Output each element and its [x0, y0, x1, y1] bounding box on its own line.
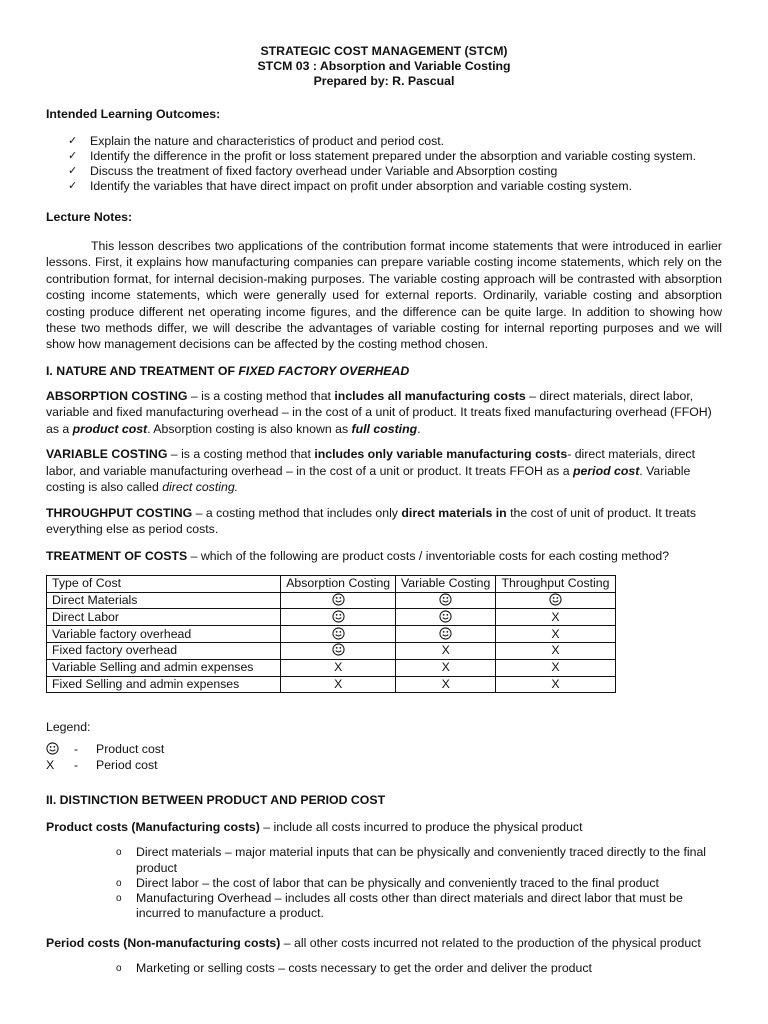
period-cost-mark: X — [396, 676, 495, 693]
smiley-icon — [396, 609, 495, 626]
product-costs-definition: Product costs (Manufacturing costs) – include all costs incurred to produce the physical product — [46, 820, 583, 835]
cost-treatment-table — [46, 575, 616, 694]
legend-product-label: Product cost — [96, 742, 165, 757]
period-cost-mark: X — [495, 643, 615, 660]
legend-product-row: - Product cost — [46, 742, 722, 758]
outcome-item: ✓ Discuss the treatment of fixed factory overhead under Variable and Absorption costing — [68, 164, 558, 178]
cost-type-cell: Variable Selling and admin expenses — [47, 659, 281, 676]
title-line-1: STRATEGIC COST MANAGEMENT (STCM) — [260, 44, 508, 58]
bullet-icon: o — [116, 893, 122, 905]
smiley-icon — [396, 626, 495, 643]
period-cost-mark: X — [280, 676, 396, 693]
column-header: Throughput Costing — [495, 575, 615, 592]
throughput-costing-definition: THROUGHPUT COSTING – a costing method that includes only direct materials in the cost of unit of product. It treats everything else as period costs. — [46, 505, 696, 537]
title-line-3: Prepared by: R. Pascual — [313, 74, 455, 88]
checkmark-icon: ✓ — [68, 165, 78, 177]
period-costs-list — [46, 961, 722, 976]
outcomes-heading: Intended Learning Outcomes: — [46, 107, 221, 121]
cost-type-cell: Fixed Selling and admin expenses — [47, 676, 281, 693]
column-header: Type of Cost — [47, 575, 281, 592]
document-title — [46, 0, 722, 89]
table-row — [47, 659, 616, 676]
list-item: o Marketing or selling costs – costs necessary to get the order and deliver the product — [116, 961, 592, 976]
legend-period-symbol: X — [46, 757, 55, 772]
list-item: o Direct labor – the cost of labor that can be physically and conveniently traced to the final product — [116, 875, 659, 890]
title-line-2: STCM 03 : Absorption and Variable Costing — [257, 59, 511, 73]
cost-type-cell: Direct Labor — [47, 609, 281, 626]
table-header-row — [47, 575, 616, 592]
outcomes-list — [46, 134, 722, 194]
table-row — [47, 609, 616, 626]
period-cost-mark: X — [495, 626, 615, 643]
cost-type-cell: Variable factory overhead — [47, 626, 281, 643]
table-row — [47, 676, 616, 693]
period-cost-mark: X — [495, 676, 615, 693]
absorption-costing-definition: ABSORPTION COSTING – is a costing method that includes all manufacturing costs – direct materials, direct labor, variable and fixed manufacturing overhead – in the cost of a unit of product. It treats fixed manufacturing overhead (FFOH) as a product cost. Absorption costing is also known as full costing. — [46, 388, 712, 436]
product-costs-list — [46, 845, 722, 921]
column-header: Absorption Costing — [280, 575, 396, 592]
smiley-icon — [46, 742, 74, 758]
legend-period-label: Period cost — [96, 757, 158, 772]
period-cost-mark: X — [280, 659, 396, 676]
bullet-icon: o — [116, 847, 122, 859]
period-cost-mark: X — [396, 659, 495, 676]
legend-period-row: X - Period cost — [46, 757, 158, 772]
checkmark-icon: ✓ — [68, 150, 78, 162]
lecture-heading: Lecture Notes: — [46, 210, 133, 224]
list-item: o Direct materials – major material inputs that can be physically and conveniently traced directly to the final product — [116, 845, 707, 875]
section-2-heading: II. DISTINCTION BETWEEN PRODUCT AND PERIOD COST — [46, 793, 386, 808]
smiley-icon — [280, 592, 396, 609]
period-cost-mark: X — [396, 643, 495, 660]
outcome-item: ✓ Explain the nature and characteristics of product and period cost. — [68, 134, 445, 148]
treatment-of-costs-question: TREATMENT OF COSTS – which of the following are product costs / inventoriable costs for each costing method? — [46, 548, 670, 563]
bullet-icon: o — [116, 963, 122, 975]
outcome-item: ✓ Identify the difference in the profit or loss statement prepared under the absorption and variable costing system. — [68, 149, 697, 163]
lecture-paragraph: This lesson describes two applications of the contribution format income statements that were introduced in earlier lessons. First, it explains how manufacturing companies can prepare variable costing income statements, which rely on the contribution format, for internal decision-making purposes. The variable costing approach will be contrasted with absorption costing income statements, which were generally used for external reports. Ordinarily, variable costing and absorption costing produce different net operating income figures, and the difference can be quite large. In addition to showing how these two methods differ, we will describe the advantages of variable costing for internal reporting purposes and we will show how management decisions can be affected by the costing method chosen. — [46, 239, 722, 352]
smiley-icon — [280, 643, 396, 660]
bullet-icon: o — [116, 877, 122, 889]
smiley-icon — [396, 592, 495, 609]
smiley-icon — [280, 609, 396, 626]
list-item: o Manufacturing Overhead – includes all costs other than direct materials and direct labor that must be incurred to manufacture a product. — [116, 891, 683, 921]
cost-type-cell: Fixed factory overhead — [47, 643, 281, 660]
table-row — [47, 643, 616, 660]
table-row — [47, 626, 616, 643]
section-1-heading: I. NATURE AND TREATMENT OF FIXED FACTORY OVERHEAD — [46, 363, 410, 378]
smiley-icon — [280, 626, 396, 643]
variable-costing-definition: VARIABLE COSTING – is a costing method that includes only variable manufacturing costs- direct materials, direct labor, and variable manufacturing overhead – in the cost of a unit or product. It treats FFOH as a period cost. Variable costing is also called direct costing. — [46, 447, 695, 495]
legend-heading: Legend: — [46, 720, 91, 735]
smiley-icon — [495, 592, 615, 609]
checkmark-icon: ✓ — [68, 180, 78, 192]
outcome-item: ✓ Identify the variables that have direct impact on profit under absorption and variable costing system. — [68, 179, 633, 193]
checkmark-icon: ✓ — [68, 135, 78, 147]
period-cost-mark: X — [495, 609, 615, 626]
period-cost-mark: X — [495, 659, 615, 676]
column-header: Variable Costing — [396, 575, 495, 592]
period-costs-definition: Period costs (Non-manufacturing costs) – all other costs incurred not related to the production of the physical product — [46, 936, 701, 951]
legend — [46, 742, 722, 773]
cost-type-cell: Direct Materials — [47, 592, 281, 609]
table-row — [47, 592, 616, 609]
